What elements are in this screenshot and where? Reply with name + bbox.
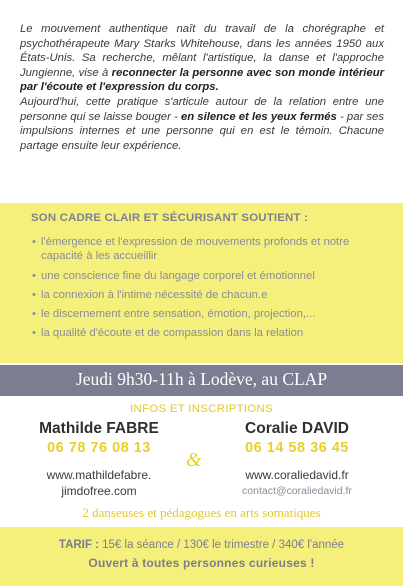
intro-p2c: - par ses impulsions internes et une personne qui en est le témoin. Chacune partage ensuite leur expérience. (20, 110, 384, 152)
contact-phone-left[interactable]: 06 78 76 08 13 (47, 440, 151, 456)
infos-title: INFOS ET INSCRIPTIONS (130, 403, 273, 415)
frame-title: SON CADRE CLAIR ET SÉCURISANT SOUTIENT : (31, 212, 308, 224)
website-right[interactable]: www.coraliedavid.fr (245, 468, 349, 482)
pricing-line (0, 539, 403, 551)
ampersand: & (186, 449, 202, 471)
frame-point: • le discernement entre sensation, émotion, projection,... (32, 307, 384, 321)
intro-p2a: Aujourd'hui, cette pratique s'articule autour de la relation entre une personne qui se laisse bouger - (20, 95, 384, 123)
schedule-text: Jeudi 9h30-11h à Lodève, au CLAP (75, 369, 328, 389)
tagline: 2 danseuses et pédagogues en arts somatiques (82, 505, 321, 520)
frame-point: • la connexion à l'intime nécessité de chacun.e (32, 288, 384, 302)
email-right[interactable]: contact@coraliedavid.fr (242, 485, 352, 497)
frame-points-list (32, 235, 384, 346)
intro-p1-emphasis: reconnecter la personne avec son monde intérieur par l'écoute et l'expression du corps. (20, 66, 384, 94)
open-to-all: Ouvert à toutes personnes curieuses ! (88, 556, 315, 570)
website-left-line1[interactable]: www.mathildefabre. (46, 468, 152, 482)
contact-name-left: Mathilde FABRE (39, 420, 159, 437)
frame-point: • l'émergence et l'expression de mouvements profonds et notre capacité à les accueillir (32, 235, 384, 264)
pricing-label: TARIF : (58, 539, 99, 551)
contact-name-right: Coralie DAVID (245, 420, 349, 437)
contact-phone-right[interactable]: 06 14 58 36 45 (245, 440, 349, 456)
intro-p1a: Le mouvement authentique naît du travail de la chorégraphe et psychothérapeute Mary Starks Whitehouse, dans les années 1950 aux États-Unis. Sa recherche, mêlant l'artistique, la danse et l'approche Jungienne, vise à (20, 23, 384, 79)
pricing-text: 15€ la séance / 130€ le trimestre / 340€ l'année (98, 539, 345, 551)
frame-point: • la qualité d'écoute et de compassion dans la relation (32, 326, 384, 340)
website-left-line2[interactable]: jimdofree.com (61, 484, 137, 498)
intro-p2-emphasis: en silence et les yeux fermés (180, 110, 337, 123)
intro-text (20, 22, 384, 153)
frame-point: • une conscience fine du langage corporel et émotionnel (32, 269, 384, 283)
